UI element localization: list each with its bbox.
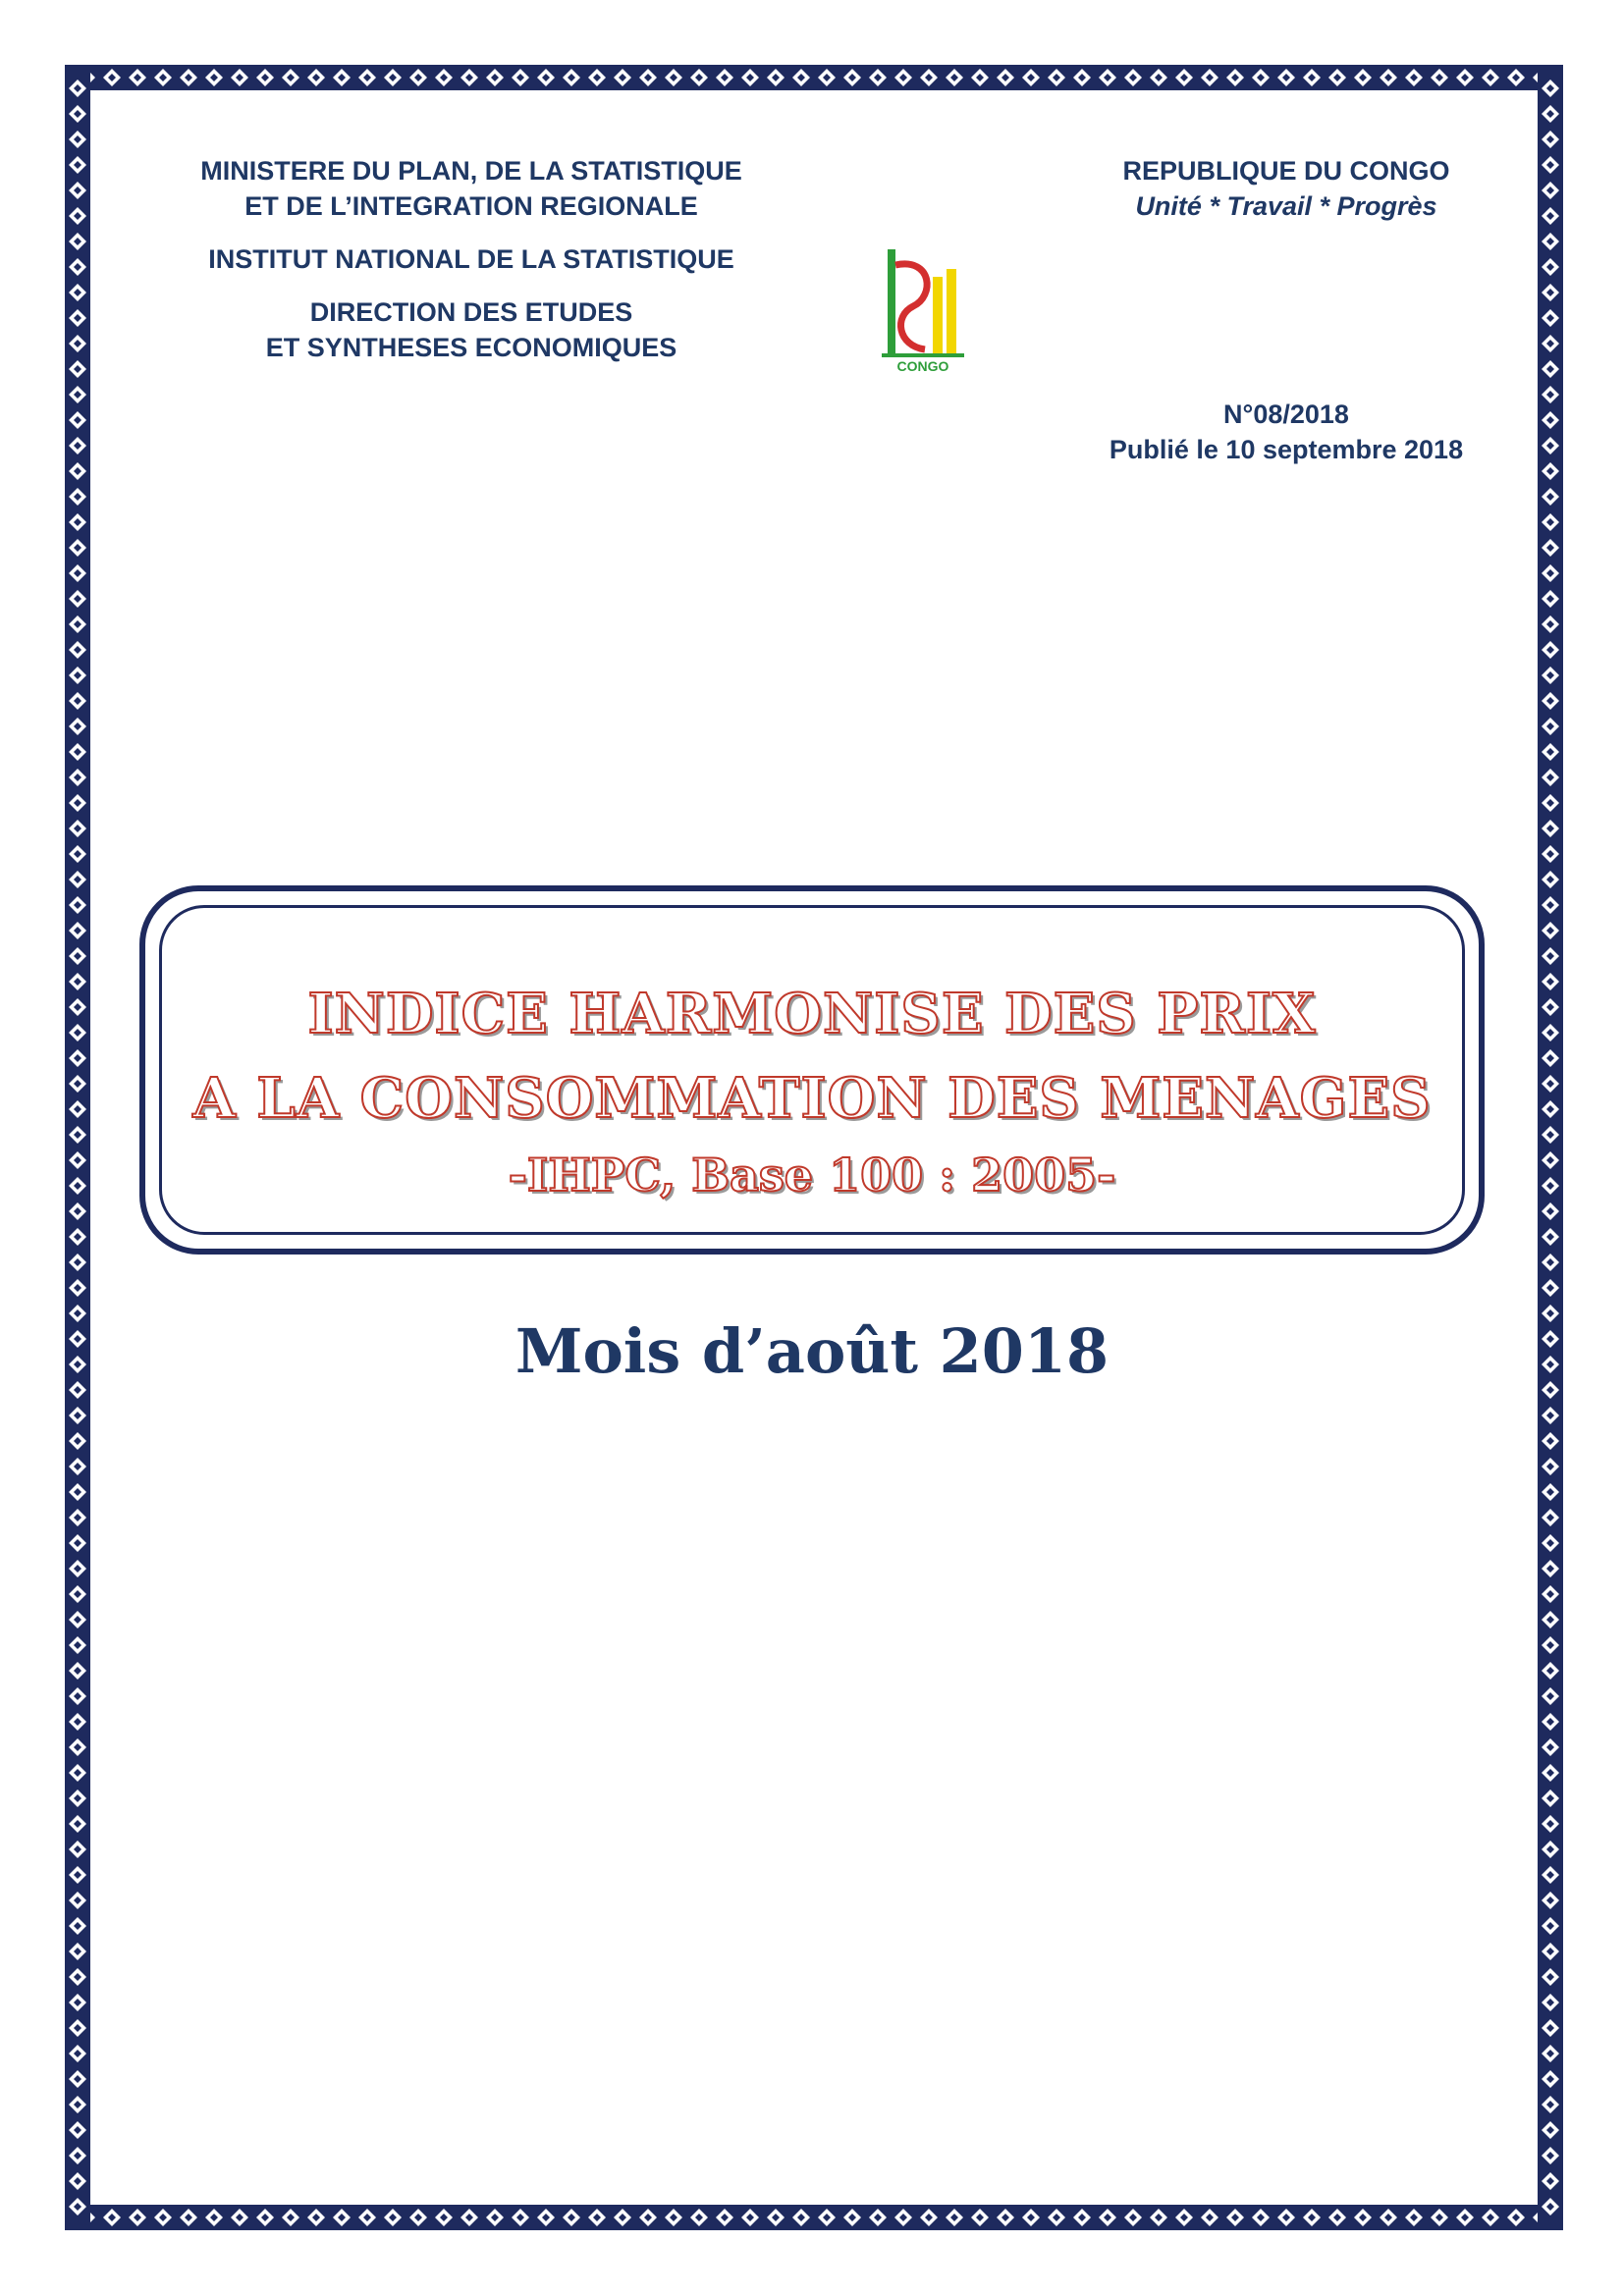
issue-number: N°08/2018: [1223, 400, 1349, 429]
publication-date: Publié le 10 septembre 2018: [1109, 435, 1464, 464]
ins-logo-icon: [874, 247, 972, 375]
title-block: [145, 972, 1479, 1209]
title-line-1: INDICE HARMONISE DES PRIX: [307, 982, 1317, 1046]
direction-line-1: DIRECTION DES ETUDES: [309, 297, 633, 327]
header-left: [147, 153, 795, 383]
title-frame: [139, 885, 1485, 1255]
institute-name: INSTITUT NATIONAL DE LA STATISTIQUE: [208, 244, 734, 274]
border-bottom: [65, 2205, 1563, 2230]
country-name: REPUBLIQUE DU CONGO: [1122, 156, 1450, 186]
header-right: [1060, 153, 1512, 224]
border-right: [1538, 65, 1563, 2230]
ministry-line-1: MINISTERE DU PLAN, DE LA STATISTIQUE: [200, 156, 742, 186]
report-period: Mois d’août 2018: [514, 1315, 1110, 1387]
direction-line-2: ET SYNTHESES ECONOMIQUES: [265, 333, 677, 362]
issue-info: [1060, 397, 1512, 467]
border-top: [65, 65, 1563, 90]
border-left: [65, 65, 90, 2230]
title-line-3: -IHPC, Base 100 : 2005-: [508, 1148, 1116, 1201]
country-motto: Unité * Travail * Progrès: [1135, 191, 1437, 221]
title-line-2: A LA CONSOMMATION DES MENAGES: [192, 1066, 1432, 1131]
logo-text: CONGO: [896, 358, 949, 374]
ministry-line-2: ET DE L’INTEGRATION REGIONALE: [244, 191, 698, 221]
